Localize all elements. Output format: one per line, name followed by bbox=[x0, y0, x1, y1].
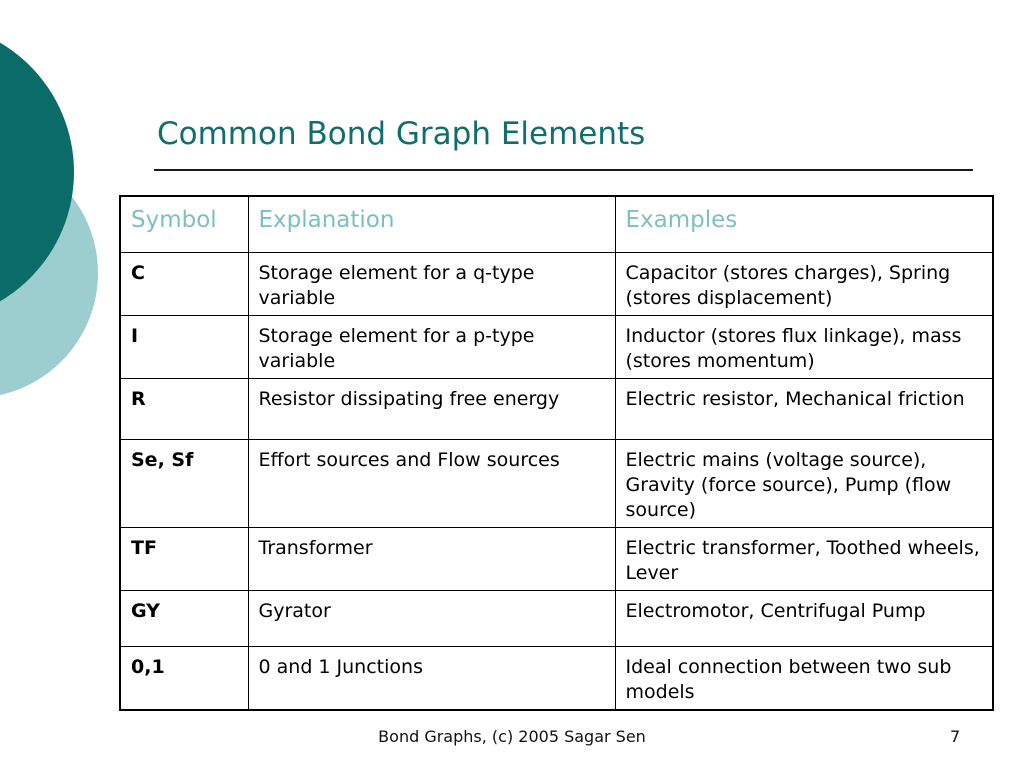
header-examples: Examples bbox=[615, 196, 993, 252]
cell-explanation: Transformer bbox=[248, 527, 615, 590]
cell-symbol: Se, Sf bbox=[120, 439, 248, 527]
header-symbol: Symbol bbox=[120, 196, 248, 252]
cell-explanation: 0 and 1 Junctions bbox=[248, 646, 615, 710]
table-row bbox=[120, 590, 993, 646]
cell-symbol: C bbox=[120, 252, 248, 315]
decorative-circles bbox=[0, 0, 120, 420]
cell-examples: Electric mains (voltage source), Gravity (force source), Pump (flow source) bbox=[615, 439, 993, 527]
table-header-row bbox=[120, 196, 993, 252]
table-row bbox=[120, 315, 993, 378]
cell-examples: Inductor (stores flux linkage), mass (stores momentum) bbox=[615, 315, 993, 378]
table-row bbox=[120, 527, 993, 590]
table-row bbox=[120, 439, 993, 527]
cell-explanation: Resistor dissipating free energy bbox=[248, 378, 615, 439]
table-row bbox=[120, 378, 993, 439]
cell-symbol: TF bbox=[120, 527, 248, 590]
cell-symbol: GY bbox=[120, 590, 248, 646]
title-divider bbox=[154, 169, 973, 171]
cell-symbol: 0,1 bbox=[120, 646, 248, 710]
slide-title: Common Bond Graph Elements bbox=[157, 116, 646, 152]
slide-footer: Bond Graphs, (c) 2005 Sagar Sen bbox=[378, 727, 646, 746]
cell-explanation: Effort sources and Flow sources bbox=[248, 439, 615, 527]
elements-table bbox=[119, 195, 994, 711]
header-explanation: Explanation bbox=[248, 196, 615, 252]
table-row bbox=[120, 646, 993, 710]
table-row bbox=[120, 252, 993, 315]
cell-examples: Ideal connection between two sub models bbox=[615, 646, 993, 710]
cell-explanation: Gyrator bbox=[248, 590, 615, 646]
cell-examples: Capacitor (stores charges), Spring (stores displacement) bbox=[615, 252, 993, 315]
cell-examples: Electromotor, Centrifugal Pump bbox=[615, 590, 993, 646]
cell-examples: Electric transformer, Toothed wheels, Lever bbox=[615, 527, 993, 590]
cell-explanation: Storage element for a q-type variable bbox=[248, 252, 615, 315]
page-number: 7 bbox=[950, 727, 961, 746]
cell-symbol: R bbox=[120, 378, 248, 439]
cell-explanation: Storage element for a p-type variable bbox=[248, 315, 615, 378]
cell-symbol: I bbox=[120, 315, 248, 378]
cell-examples: Electric resistor, Mechanical friction bbox=[615, 378, 993, 439]
